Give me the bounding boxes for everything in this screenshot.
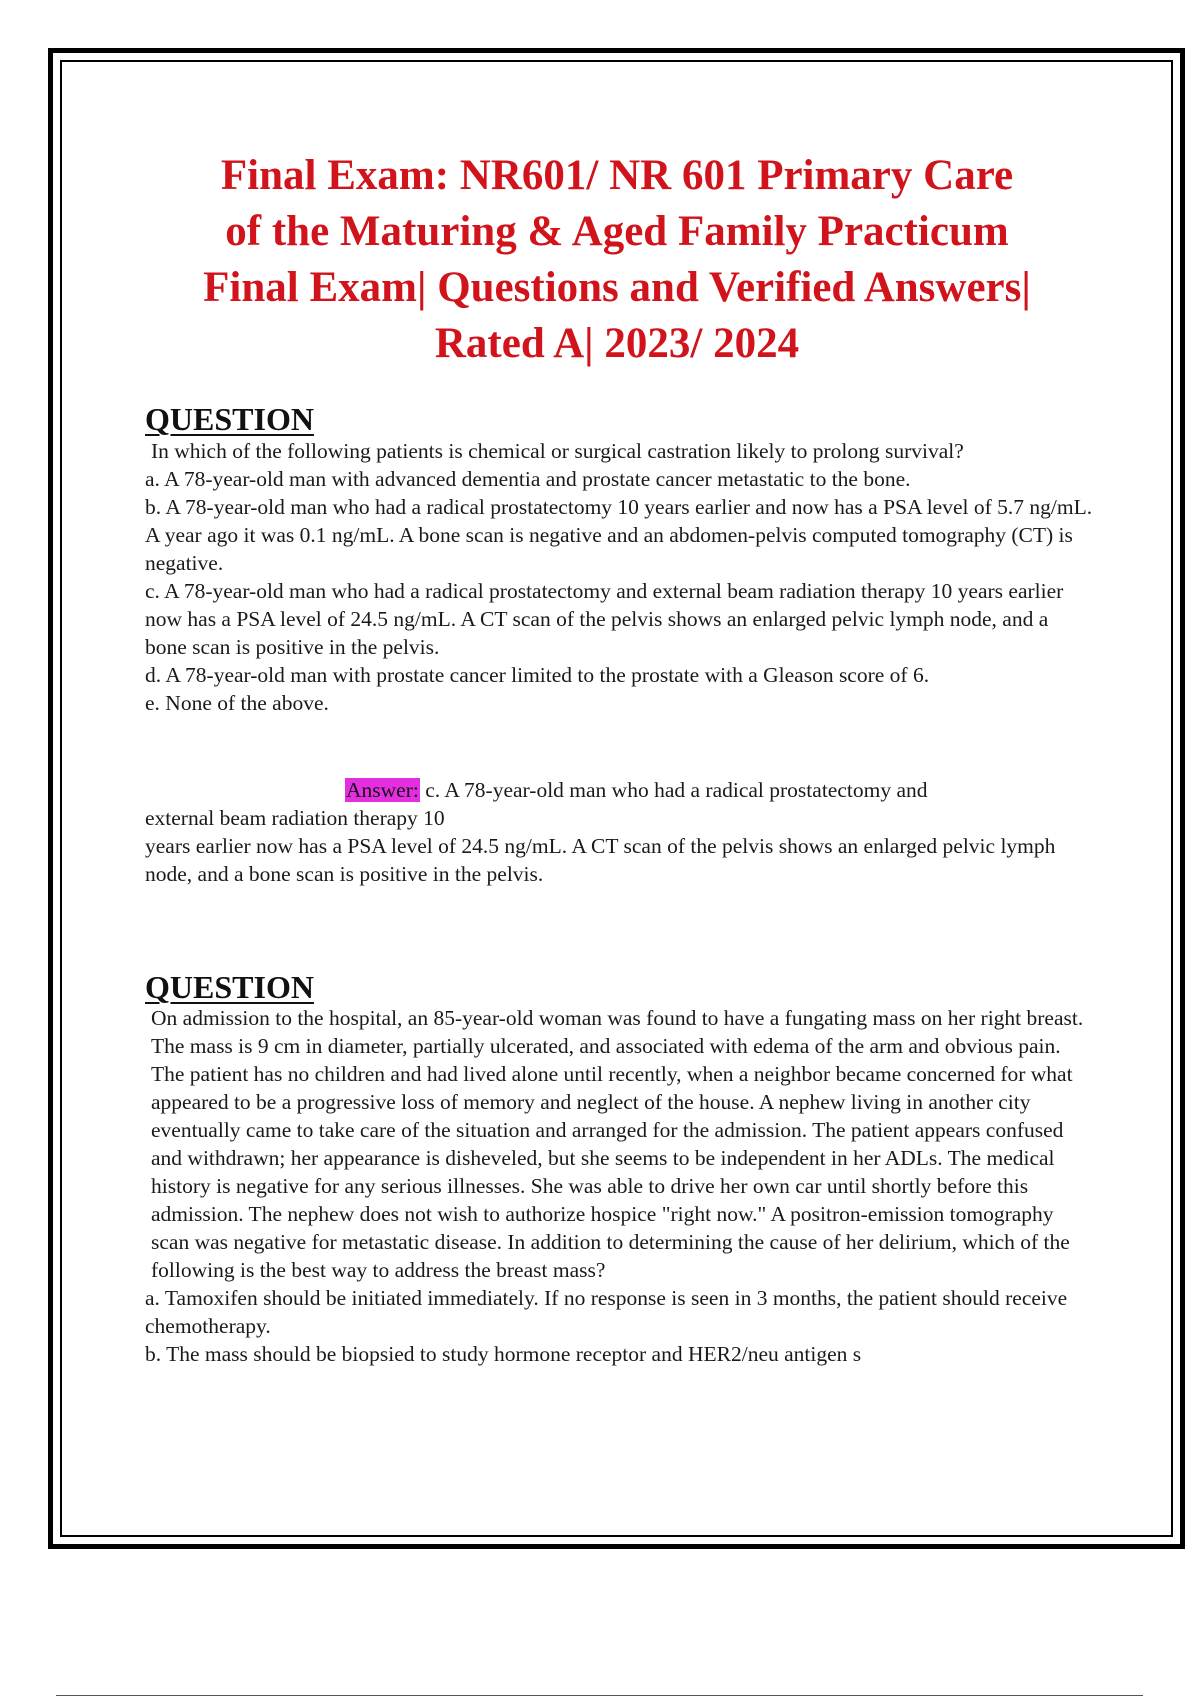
question-1-stem: In which of the following patients is chemical or surgical castration likely to prolong survival? bbox=[151, 439, 964, 463]
question-2-stem: On admission to the hospital, an 85-year-old woman was found to have a fungating mass on her right breast. The mass is 9 cm in diameter, partially ulcerated, and associated with edema of the arm and obvious pain. The patient has no children and had lived alone until recently, when a neighbor became concerned for what appeared to be a progressive loss of memory and neglect of the house. A nephew living in another city eventually came to take care of the situation and arranged for the admission. The patient appears confused and withdrawn; her appearance is disheveled, but she seems to be independent in her ADLs. The medical history is negative for any serious illnesses. She was able to drive her own car until shortly before this admission. The nephew does not wish to authorize hospice "right now." A positron-emission tomography scan was negative for metastatic disease. In addition to determining the cause of her delirium, which of the following is the best way to address the breast mass? bbox=[151, 1006, 1084, 1282]
title-line-2: of the Maturing & Aged Family Practicum bbox=[225, 208, 1009, 255]
question-1-body bbox=[145, 437, 1095, 717]
question-1-answer bbox=[145, 776, 1095, 888]
question-1-option-d: d. A 78-year-old man with prostate cancer limited to the prostate with a Gleason score of 6. bbox=[145, 663, 930, 687]
title-line-1: Final Exam: NR601/ NR 601 Primary Care bbox=[220, 152, 1014, 199]
question-2-heading: QUESTION bbox=[145, 969, 314, 1005]
answer-line-2: external beam radiation therapy 10 bbox=[145, 806, 445, 830]
answer-line-3: years earlier now has a PSA level of 24.5 ng/mL. A CT scan of the pelvis shows an enlarged pelvic lymph node, and a bone scan is positive in the pelvis. bbox=[145, 834, 1056, 886]
answer-line-1 bbox=[145, 776, 1095, 804]
question-1-option-e: e. None of the above. bbox=[145, 691, 329, 715]
question-1-option-b: b. A 78-year-old man who had a radical prostatectomy 10 years earlier and now has a PSA level of 5.7 ng/mL. A year ago it was 0.1 ng/mL. A bone scan is negative and an abdomen-pelvis computed tomography (CT) is negative. bbox=[145, 495, 1093, 575]
title-line-4: Rated A| 2023/ 2024 bbox=[434, 320, 800, 367]
title-line-3: Final Exam| Questions and Verified Answers| bbox=[203, 264, 1031, 311]
question-2-body bbox=[145, 1004, 1095, 1368]
document-title bbox=[140, 148, 1094, 372]
question-1-heading: QUESTION bbox=[145, 401, 314, 437]
answer-label: Answer: bbox=[346, 778, 419, 802]
footer-rule bbox=[56, 1695, 1143, 1696]
question-1-option-c: c. A 78-year-old man who had a radical prostatectomy and external beam radiation therapy 10 years earlier now has a PSA level of 24.5 ng/mL. A CT scan of the pelvis shows an enlarged pelvic lymph node, and a bone scan is positive in the pelvis. bbox=[145, 579, 1064, 659]
question-2-option-a: a. Tamoxifen should be initiated immediately. If no response is seen in 3 months, the patient should receive chemotherapy. bbox=[145, 1286, 1068, 1338]
question-2-option-b: b. The mass should be biopsied to study hormone receptor and HER2/neu antigen s bbox=[145, 1342, 862, 1366]
question-1-option-a: a. A 78-year-old man with advanced dementia and prostate cancer metastatic to the bone. bbox=[145, 467, 911, 491]
answer-text-1: c. A 78-year-old man who had a radical prostatectomy and bbox=[419, 778, 928, 802]
